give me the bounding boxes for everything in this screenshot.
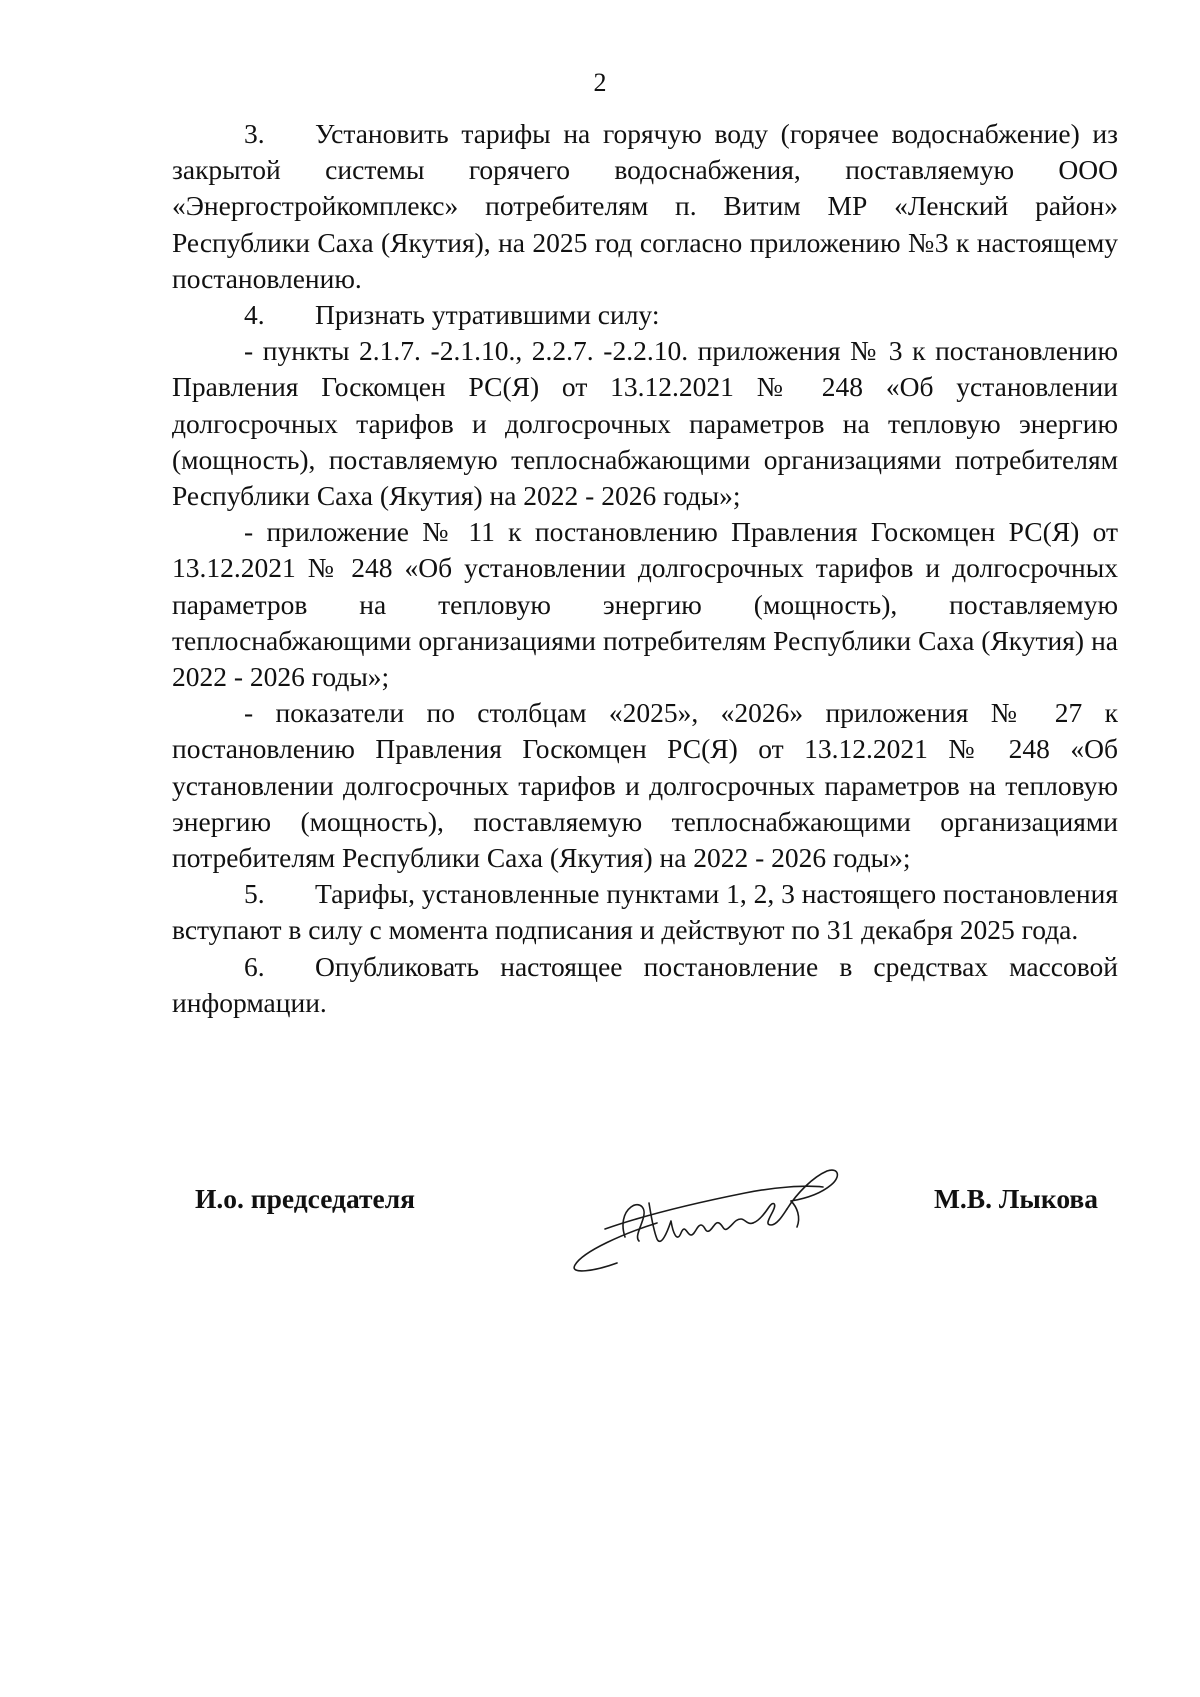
list-item-3 <box>172 695 1118 876</box>
paragraph-text: Признать утратившими силу: <box>315 299 660 331</box>
paragraph-text: Тарифы, установленные пунктами 1, 2, 3 настоящего постановления вступают в силу с момента подписания и действуют по 31 декабря 2025 года. <box>172 878 1118 946</box>
paragraph-text: Опубликовать настоящее постановление в средствах массовой информации. <box>172 950 1118 1018</box>
paragraph-6 <box>172 949 1118 1021</box>
document-body <box>172 116 1118 1021</box>
paragraph-number: 6. <box>244 950 265 982</box>
paragraph-text: - показатели по столбцам «2025», «2026» приложения № 27 к постановлению Правления Госкомцен РС(Я) от 13.12.2021 № 248 «Об установлении долгосрочных тарифов и долгосрочных параметров на тепловую энергию (мощность), поставляемую теплоснабжающими организациями потребителям Республики Саха (Якутия) на 2022 - 2026 годы»; <box>172 697 1118 874</box>
paragraph-number: 3. <box>244 118 265 149</box>
paragraph-text: Установить тарифы на горячую воду (горячее водоснабжение) из закрытой системы горячего водоснабжения, поставляемую ООО «Энергостройкомплекс» потребителям п. Витим МР «Ленский район» Республики Саха (Якутия), на 2025 год согласно приложению №3 к настоящему постановлению. <box>172 118 1118 294</box>
list-item-1 <box>172 333 1118 514</box>
list-item-2 <box>172 514 1118 695</box>
page-number: 2 <box>593 68 607 97</box>
signatory-position: И.о. председателя <box>195 1183 416 1214</box>
paragraph-5 <box>172 876 1118 948</box>
paragraph-text: - пункты 2.1.7. -2.1.10., 2.2.7. -2.2.10. приложения № 3 к постановлению Правления Госкомцен РС(Я) от 13.12.2021 № 248 «Об установлении долгосрочных тарифов и долгосрочных параметров на тепловую энергию (мощность), поставляемую теплоснабжающими организациями потребителям Республики Саха (Якутия) на 2022 - 2026 годы»; <box>172 335 1118 512</box>
paragraph-3 <box>172 116 1118 297</box>
signatory-name: М.В. Лыкова <box>933 1183 1098 1214</box>
paragraph-number: 4. <box>244 299 265 331</box>
paragraph-number: 5. <box>244 878 265 910</box>
handwritten-signature <box>565 1163 855 1275</box>
paragraph-4 <box>172 297 1118 333</box>
signature-block <box>0 1163 1200 1283</box>
paragraph-text: - приложение № 11 к постановлению Правления Госкомцен РС(Я) от 13.12.2021 № 248 «Об установлении долгосрочных тарифов и долгосрочных параметров на тепловую энергию (мощность), поставляемую теплоснабжающими организациями потребителям Республики Саха (Якутия) на 2022 - 2026 годы»; <box>172 516 1118 693</box>
